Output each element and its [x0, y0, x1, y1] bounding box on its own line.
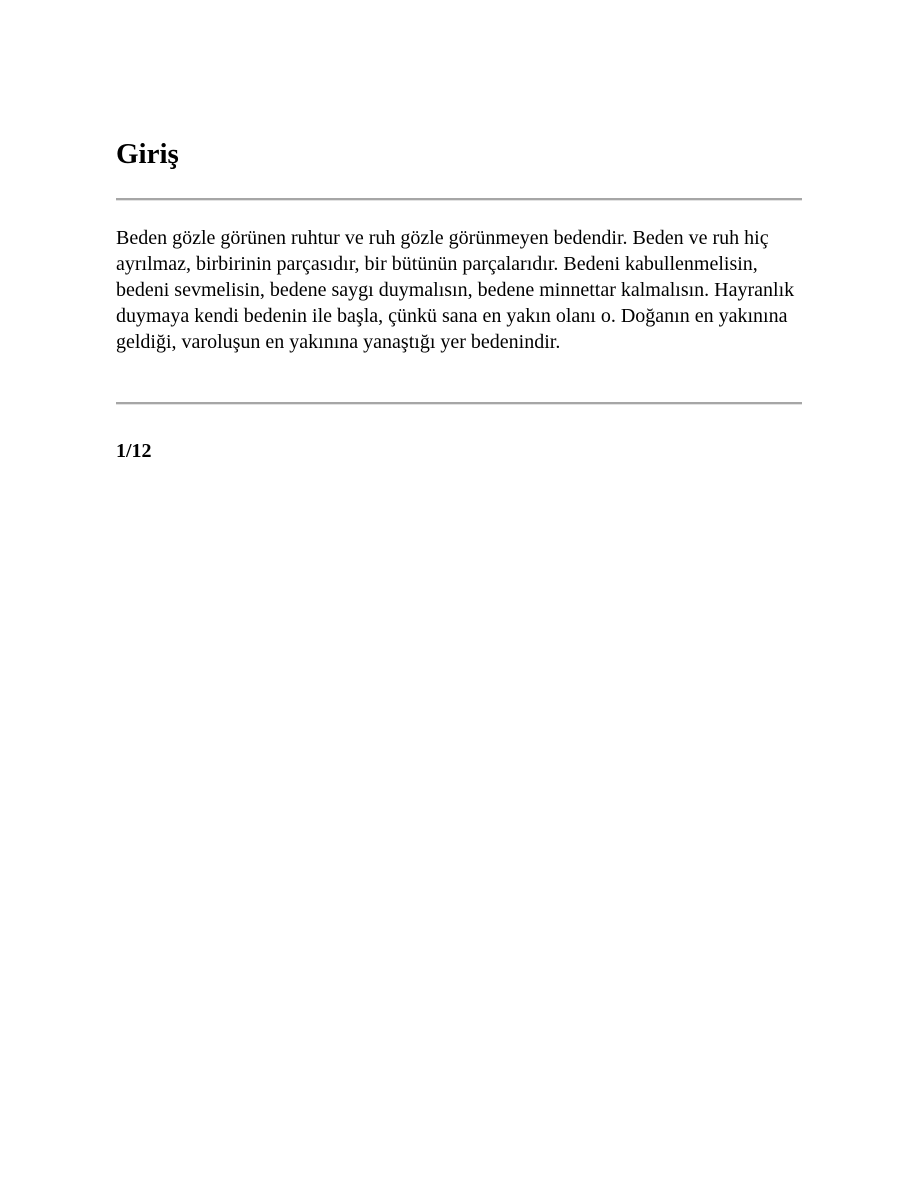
- page-title: Giriş: [116, 138, 179, 170]
- body-paragraph: Beden gözle görünen ruhtur ve ruh gözle görünmeyen bedendir. Beden ve ruh hiç ayrılmaz, birbirinin parçasıdır, bir bütünün parçalarıdır. Bedeni kabullenmelisin, bedeni sevmelisin, bedene saygı duymalısın, bedene minnettar kalmalısın. Hayranlık duymaya kendi bedenin ile başla, çünkü sana en yakın olanı o. Doğanın en yakınına geldiği, varoluşun en yakınına yanaştığı yer bedenindir.: [116, 227, 795, 353]
- page-number: 1/12: [116, 440, 152, 462]
- bottom-divider: [116, 402, 802, 405]
- top-divider: [116, 198, 802, 201]
